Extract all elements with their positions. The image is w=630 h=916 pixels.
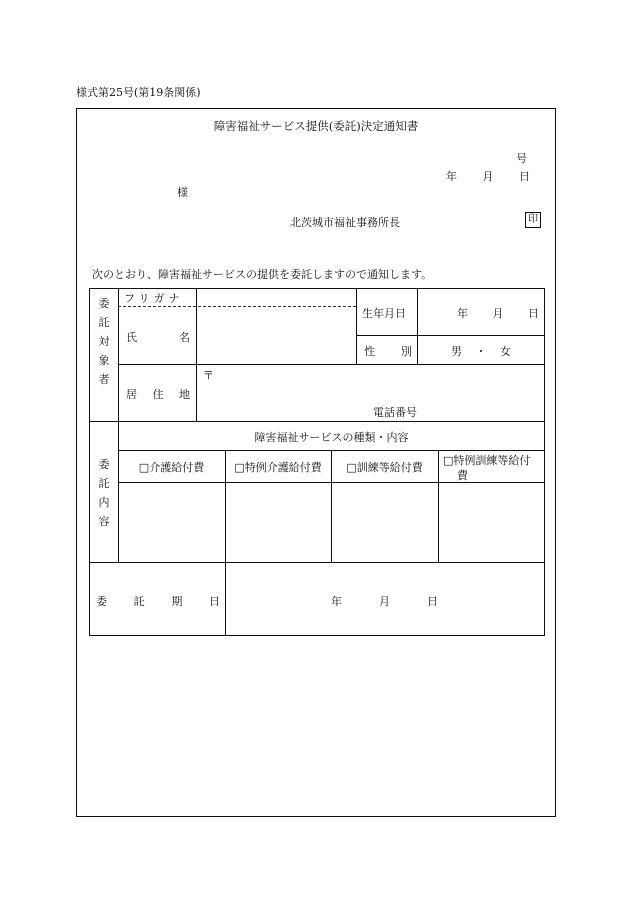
option-special-training-benefit: □特例訓練等給付 (443, 454, 531, 467)
issue-date-month: 月 (482, 170, 494, 183)
document-title: 障害福祉サービス提供(委託)決定通知書 (213, 119, 419, 133)
subject-contents-divider (89, 421, 545, 422)
furigana-separator (118, 306, 356, 307)
contents-period-divider (89, 562, 545, 563)
birthdate-label-right (417, 288, 418, 364)
period-label: 委 託 期 日 (96, 595, 220, 608)
table-bottom-border (89, 635, 545, 636)
period-units: 年 月 日 (331, 595, 438, 608)
period-label-divider (225, 562, 226, 636)
field-label-divider (196, 288, 197, 421)
document-number-suffix: 号 (516, 152, 527, 165)
issue-date-year: 年 (446, 170, 457, 183)
name-address-divider (118, 364, 545, 365)
option-training-benefit: □訓練等給付費 (346, 461, 423, 474)
name-label: 氏 名 (126, 331, 190, 344)
subject-section-label: 委 託 対 象 者 (98, 297, 110, 386)
table-right-border (544, 288, 545, 636)
contents-section-label: 委 託 内 容 (98, 458, 110, 528)
seal-mark: 印 (525, 212, 541, 228)
issue-date (446, 168, 530, 184)
birthdate-label: 生年月日 (362, 307, 406, 320)
furigana-label: フリガナ (124, 292, 184, 305)
issue-date-day: 日 (519, 170, 530, 183)
table-left-border (89, 288, 90, 636)
address-label: 居 住 地 (126, 388, 190, 401)
contents-header: 障害福祉サービスの種類・内容 (254, 431, 409, 444)
postal-mark: 〒 (203, 369, 214, 382)
form-number-label: 様式第25号(第19条関係) (76, 86, 201, 99)
contents-col-divider-3 (438, 450, 439, 562)
sex-options: 男 ・ 女 (451, 345, 511, 358)
subject-label-divider (118, 288, 119, 421)
addressee-suffix: 様 (177, 186, 188, 199)
birthdate-units: 年 月 日 (457, 307, 539, 320)
sex-label: 性 別 (364, 345, 412, 358)
table-top-border (89, 288, 545, 289)
phone-label: 電話番号 (373, 406, 417, 419)
birthdate-sex-divider (356, 335, 545, 336)
option-special-care-benefit: □特例介護給付費 (234, 461, 322, 474)
issuer-name: 北茨城市福祉事務所長 (290, 216, 400, 229)
option-special-training-benefit-cont: 費 (457, 469, 468, 482)
option-care-benefit: □介護給付費 (138, 461, 205, 474)
notice-text: 次のとおり、障害福祉サービスの提供を委託しますので通知します。 (92, 268, 433, 281)
birthdate-label-left (356, 288, 357, 364)
